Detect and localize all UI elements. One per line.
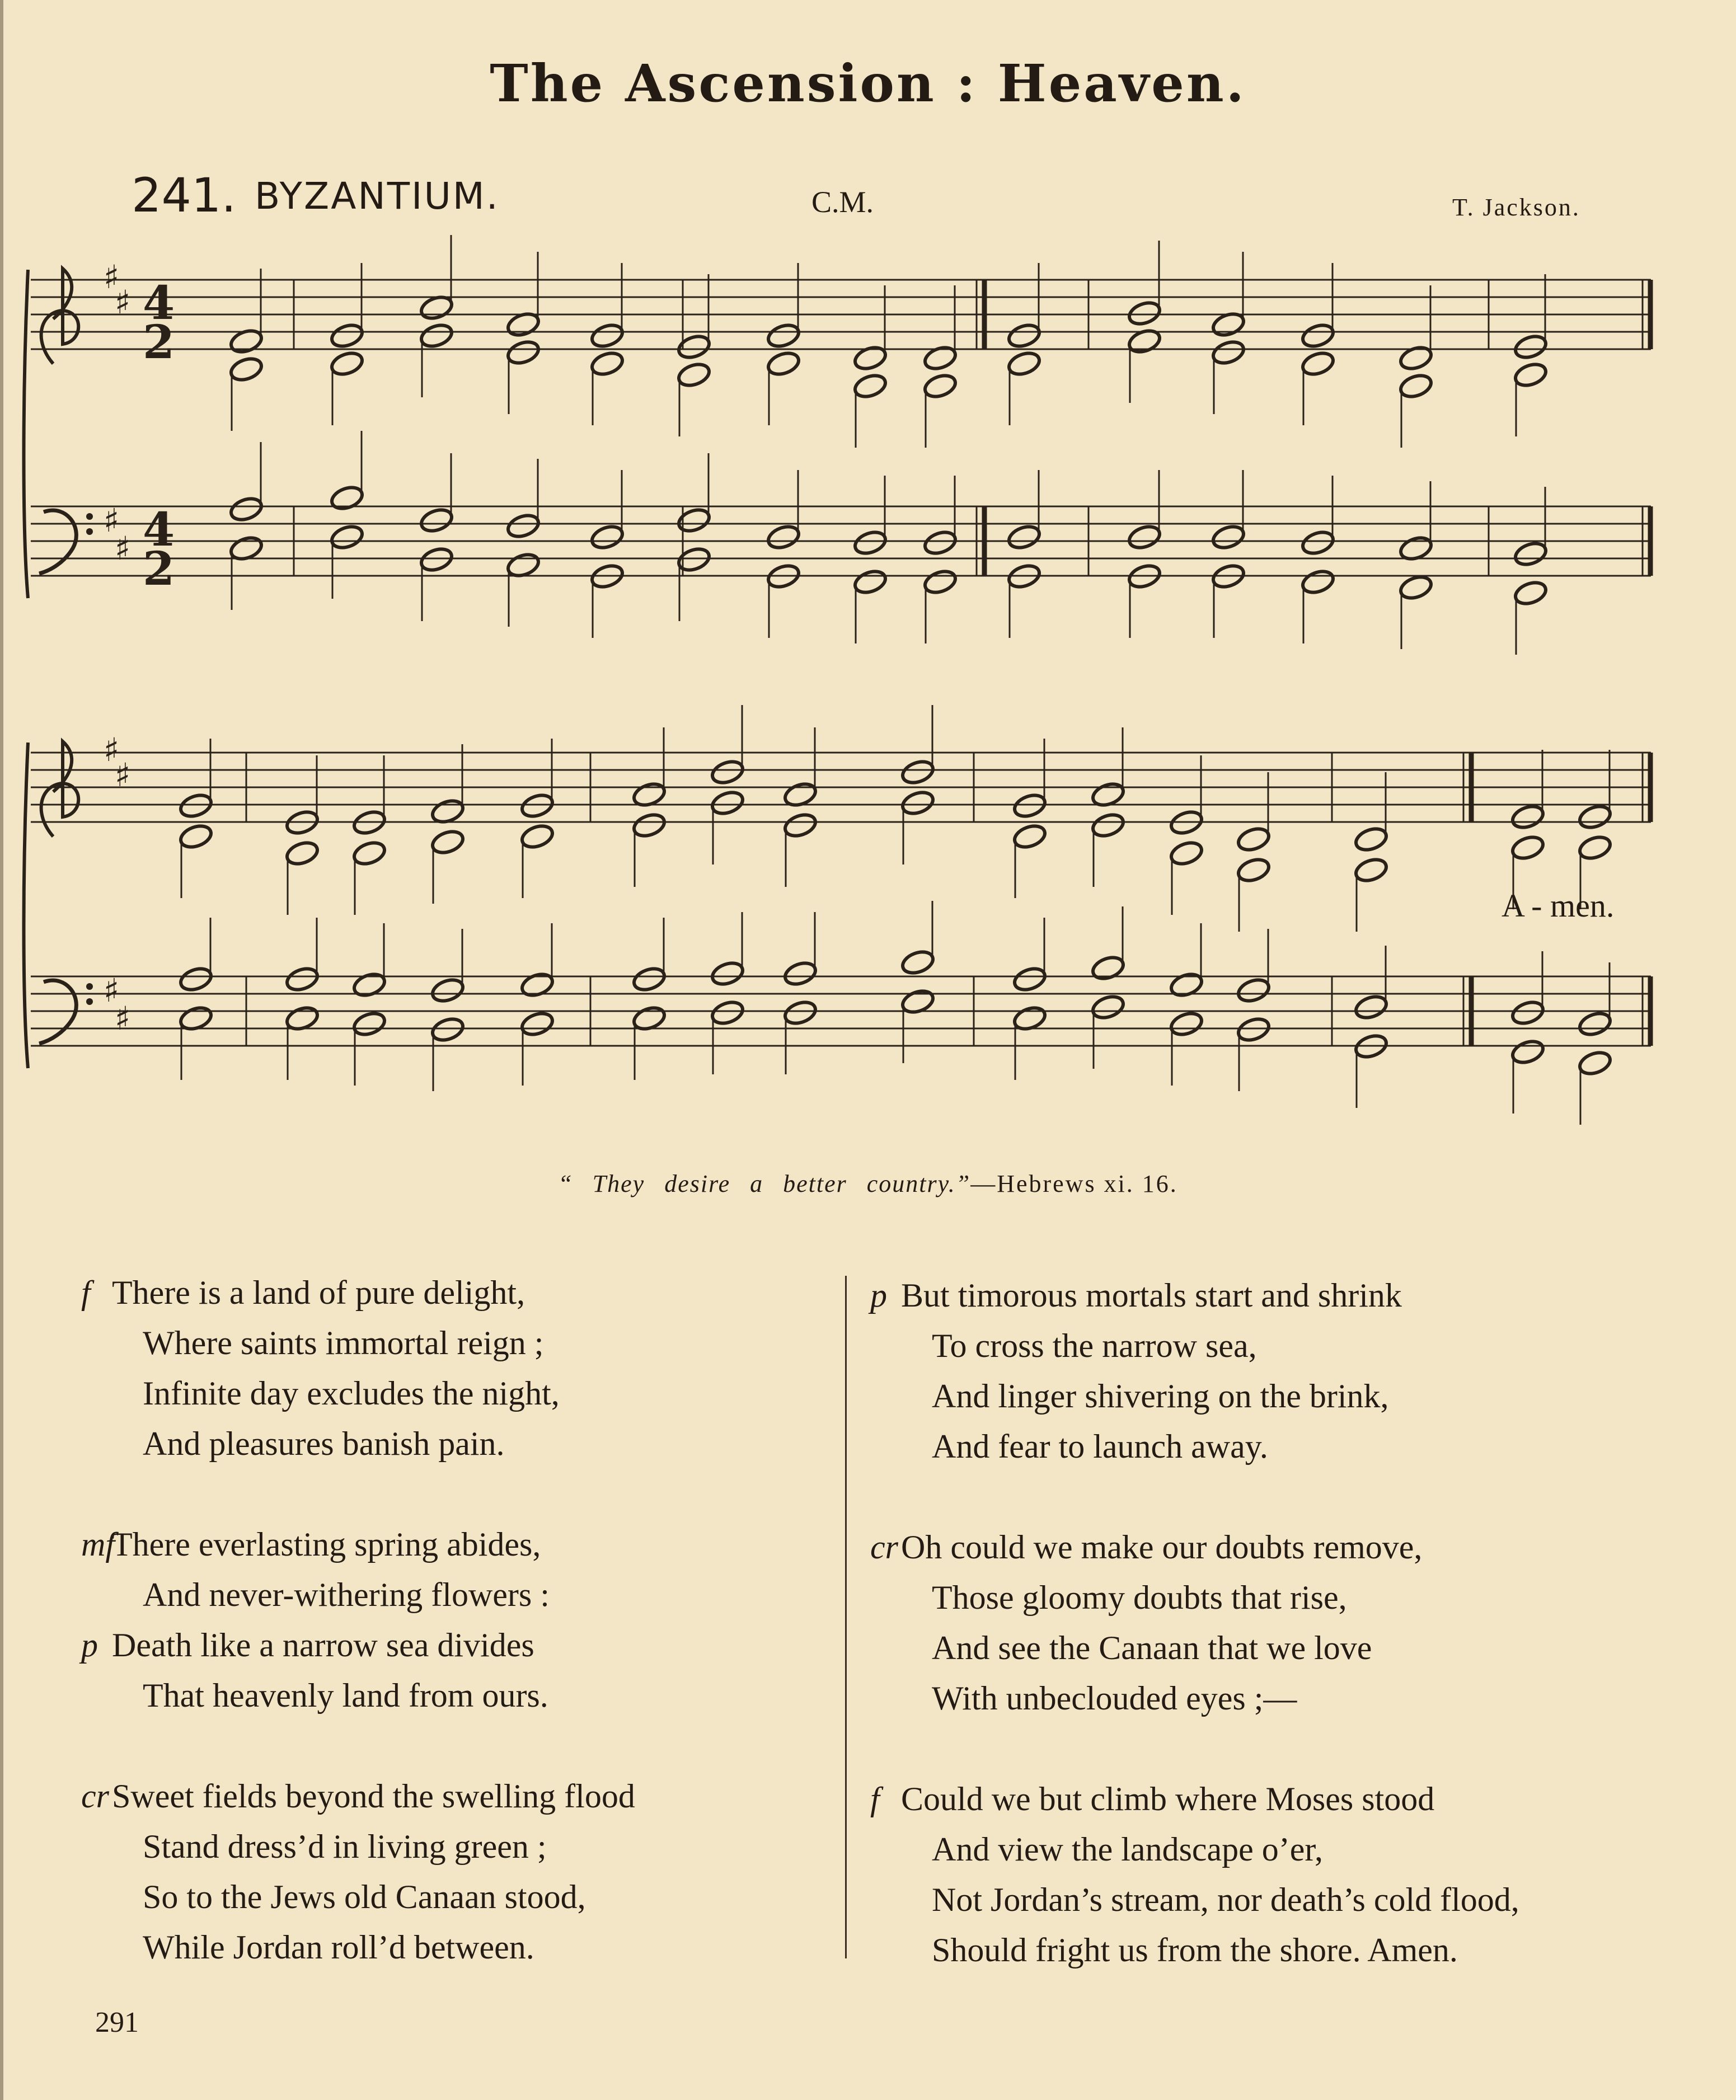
note-head: [852, 528, 888, 557]
note-head: [1012, 791, 1048, 820]
note-head: [710, 758, 745, 786]
note-head: [1513, 332, 1549, 361]
note-head: [922, 372, 958, 400]
verse-text: There is a land of pure delight,: [112, 1274, 526, 1311]
system-brace: [24, 743, 29, 1068]
verse-text: Those gloomy doubts that rise,: [932, 1579, 1347, 1616]
note-head: [710, 959, 745, 988]
verse-line: [81, 1922, 831, 1972]
verse-line: [870, 1875, 1682, 1925]
note-head: [1513, 579, 1549, 607]
verse-line: [81, 1368, 831, 1418]
note-head: [1577, 833, 1613, 862]
key-sharp: ♯: [104, 258, 120, 296]
note-head: [1513, 360, 1549, 389]
note-head: [1353, 825, 1389, 853]
verse-text: Stand dress’d in living green ;: [143, 1828, 547, 1865]
verse-line: [81, 1418, 831, 1469]
note-head: [1127, 523, 1162, 551]
note-head: [589, 321, 625, 350]
note-head: [519, 791, 555, 820]
stanza: [870, 1774, 1682, 1975]
note-head: [1398, 344, 1434, 372]
note-head: [922, 567, 958, 596]
note-head: [1510, 802, 1546, 831]
tune-name: BYZANTIUM.: [255, 175, 500, 218]
note-head: [676, 360, 712, 389]
note-head: [1169, 970, 1204, 999]
note-head: [766, 349, 801, 378]
time-signature: 4: [143, 503, 175, 557]
note-head: [430, 828, 466, 856]
bass-clef-dot: [86, 983, 93, 990]
verse-text: Where saints immortal reign ;: [143, 1324, 544, 1361]
note-head: [1169, 1009, 1204, 1038]
note-head: [782, 811, 818, 839]
amen-lyric: A - men.: [1502, 887, 1615, 924]
verse-text: There everlasting spring abides,: [112, 1526, 541, 1563]
note-head: [351, 970, 387, 999]
dynamic-mark: f: [870, 1780, 880, 1817]
verse-text: While Jordan roll’d between.: [143, 1929, 534, 1966]
note-head: [1090, 811, 1126, 839]
verse-text: To cross the narrow sea,: [932, 1327, 1257, 1364]
note-head: [589, 523, 625, 551]
note-head: [782, 998, 818, 1027]
note-head: [228, 495, 264, 523]
dynamic-mark: p: [81, 1627, 98, 1664]
note-head: [1398, 372, 1434, 400]
epigraph-quote: “ They desire a better country.”: [558, 1170, 971, 1197]
dynamic-mark: cr: [81, 1778, 109, 1815]
note-head: [631, 811, 667, 839]
verse-line: [870, 1421, 1682, 1472]
note-head: [710, 998, 745, 1027]
note-head: [1090, 993, 1126, 1021]
key-sharp: ♯: [104, 501, 120, 539]
note-head: [329, 349, 365, 378]
note-head: [284, 965, 320, 993]
stanza: [81, 1519, 831, 1721]
note-head: [1127, 299, 1162, 327]
note-head: [1236, 825, 1271, 853]
note-head: [329, 523, 365, 551]
verse-line: [81, 1318, 831, 1368]
note-head: [284, 839, 320, 867]
verse-text: And view the landscape o’er,: [932, 1831, 1323, 1868]
bass-clef-dot: [86, 528, 93, 535]
note-head: [505, 511, 541, 540]
note-head: [329, 321, 365, 350]
verse-text: And pleasures banish pain.: [143, 1425, 505, 1462]
note-head: [766, 523, 801, 551]
note-head: [782, 959, 818, 988]
note-head: [1300, 349, 1336, 378]
dynamic-mark: f: [81, 1274, 91, 1311]
note-head: [1236, 856, 1271, 884]
verse-line: [870, 1321, 1682, 1371]
verse-line: [81, 1771, 831, 1821]
note-head: [1510, 833, 1546, 862]
note-head: [900, 948, 936, 976]
verse-line: [870, 1774, 1682, 1824]
verse-line: [81, 1872, 831, 1922]
verse-text: Not Jordan’s stream, nor death’s cold flood,: [932, 1881, 1519, 1918]
note-head: [1510, 1037, 1546, 1066]
key-sharp: ♯: [104, 731, 120, 769]
dynamic-mark: cr: [870, 1529, 898, 1566]
note-head: [351, 1009, 387, 1038]
note-head: [1012, 965, 1048, 993]
bass-clef: [39, 510, 76, 574]
note-head: [766, 321, 801, 350]
note-head: [178, 791, 214, 820]
verse-text: Death like a narrow sea divides: [112, 1627, 534, 1664]
dynamic-mark: p: [870, 1277, 887, 1314]
epigraph: [0, 1169, 1736, 1198]
note-head: [1510, 998, 1546, 1027]
note-head: [1006, 523, 1042, 551]
time-signature: 4: [143, 276, 175, 330]
note-head: [1300, 321, 1336, 350]
note-head: [1006, 321, 1042, 350]
note-head: [519, 822, 555, 851]
note-head: [419, 545, 454, 574]
verse-text: Could we but climb where Moses stood: [901, 1780, 1435, 1817]
key-sharp: ♯: [115, 529, 131, 567]
verse-text: Infinite day excludes the night,: [143, 1375, 560, 1412]
note-head: [852, 344, 888, 372]
note-head: [519, 970, 555, 999]
note-head: [1210, 523, 1246, 551]
verse-text: Should fright us from the shore. Amen.: [932, 1932, 1458, 1969]
verse-text: With unbeclouded eyes ;—: [932, 1680, 1297, 1717]
note-head: [710, 788, 745, 817]
note-head: [589, 349, 625, 378]
note-head: [631, 965, 667, 993]
note-head: [505, 338, 541, 367]
bass-clef: [39, 980, 76, 1044]
note-head: [1577, 802, 1613, 831]
verse-line: [870, 1371, 1682, 1421]
verse-line: [870, 1673, 1682, 1723]
note-head: [178, 965, 214, 993]
verse-line: [870, 1270, 1682, 1321]
key-sharp: ♯: [115, 283, 131, 321]
verse-line: [81, 1821, 831, 1872]
verse-line: [870, 1522, 1682, 1572]
note-head: [852, 567, 888, 596]
note-head: [1169, 839, 1204, 867]
note-head: [676, 332, 712, 361]
page-number: 291: [95, 2007, 139, 2038]
hymn-number: 241.: [132, 168, 237, 223]
note-head: [1353, 856, 1389, 884]
verse-line: [870, 1623, 1682, 1673]
stanza: [870, 1270, 1682, 1472]
stanza: [81, 1267, 831, 1469]
key-sharp: ♯: [115, 756, 131, 794]
composer: T. Jackson.: [1452, 194, 1580, 221]
note-head: [178, 822, 214, 851]
meter: C.M.: [811, 185, 874, 219]
stanza: [870, 1522, 1682, 1723]
verse-text: So to the Jews old Canaan stood,: [143, 1878, 586, 1915]
note-head: [1210, 338, 1246, 367]
verse-line: [81, 1670, 831, 1721]
note-head: [419, 321, 454, 350]
verse-line: [870, 1824, 1682, 1875]
key-sharp: ♯: [115, 999, 131, 1037]
note-head: [1012, 822, 1048, 851]
verse-line: [81, 1570, 831, 1620]
note-head: [519, 1009, 555, 1038]
note-head: [1090, 953, 1126, 982]
verse-text: And fear to launch away.: [932, 1428, 1268, 1465]
verse-line: [870, 1572, 1682, 1623]
verse-line: [870, 1925, 1682, 1975]
note-head: [1300, 528, 1336, 557]
note-head: [228, 355, 264, 383]
verse-text: But timorous mortals start and shrink: [901, 1277, 1402, 1314]
bass-clef-dot: [86, 998, 93, 1005]
note-head: [1236, 976, 1271, 1004]
note-head: [922, 344, 958, 372]
note-head: [676, 506, 712, 534]
verses-right-column: [870, 1270, 1682, 2026]
verse-text: And see the Canaan that we love: [932, 1629, 1372, 1666]
note-head: [900, 788, 936, 817]
epigraph-reference: —Hebrews xi. 16.: [970, 1170, 1178, 1197]
note-head: [922, 528, 958, 557]
verses-left-column: [81, 1267, 831, 2023]
note-head: [1577, 1049, 1613, 1077]
note-head: [1353, 993, 1389, 1021]
verse-text: And linger shivering on the brink,: [932, 1378, 1389, 1415]
time-signature: 2: [143, 316, 175, 369]
note-head: [1236, 1015, 1271, 1044]
note-head: [900, 758, 936, 786]
verse-line: [81, 1519, 831, 1570]
note-head: [676, 545, 712, 574]
column-divider: [845, 1276, 847, 1958]
time-signature: 2: [143, 542, 175, 596]
dynamic-mark: mf: [81, 1526, 115, 1563]
note-head: [1300, 567, 1336, 596]
system-brace: [24, 270, 29, 598]
verse-line: [81, 1267, 831, 1318]
score-system-2: [24, 705, 1651, 1125]
score-system-1: [24, 235, 1651, 655]
note-head: [1577, 1009, 1613, 1038]
verse-text: And never-withering flowers :: [143, 1576, 550, 1613]
running-title: The Ascension : Heaven.: [490, 53, 1246, 114]
verse-text: Oh could we make our doubts remove,: [901, 1529, 1423, 1566]
note-head: [419, 506, 454, 534]
note-head: [1513, 539, 1549, 568]
verse-text: That heavenly land from ours.: [143, 1677, 548, 1714]
note-head: [351, 839, 387, 867]
note-head: [852, 372, 888, 400]
verse-text: Sweet fields beyond the swelling flood: [112, 1778, 635, 1815]
verse-line: [81, 1620, 831, 1670]
note-head: [1006, 349, 1042, 378]
note-head: [430, 976, 466, 1004]
key-sharp: ♯: [104, 971, 120, 1009]
note-head: [1398, 573, 1434, 602]
stanza: [81, 1771, 831, 1972]
note-head: [329, 483, 365, 512]
bass-clef-dot: [86, 513, 93, 520]
note-head: [430, 1015, 466, 1044]
